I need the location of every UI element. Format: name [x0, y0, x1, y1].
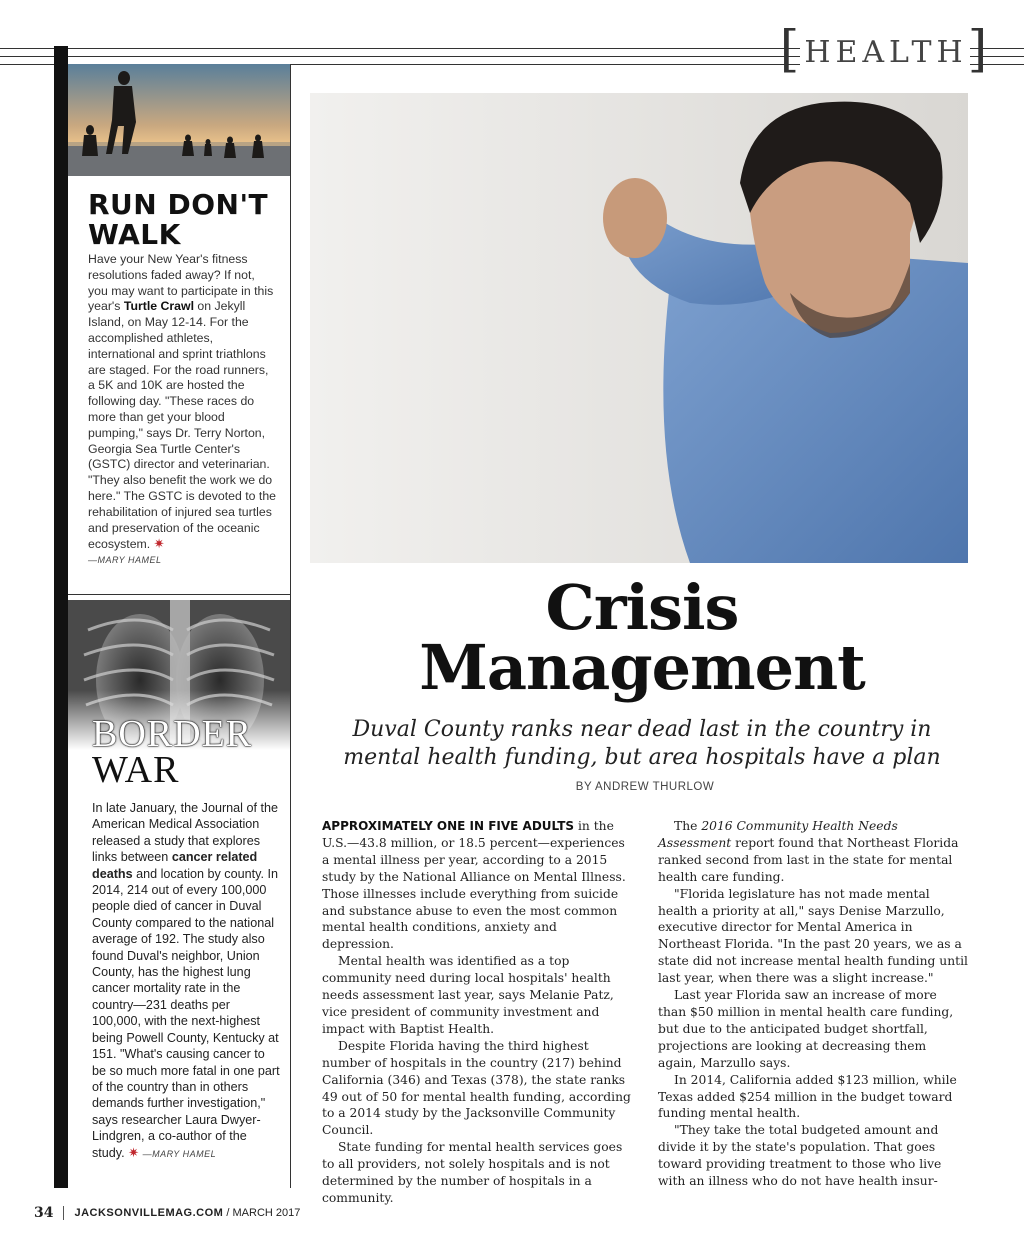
sidebar-top-byline: —MARY HAMEL [88, 555, 162, 566]
paragraph-text: in the U.S.—43.8 million, or 18.5 percent—experiences a mental illness per year, according to a 2015 study by the National Alliance on Mental Illness. Those illnesses include everything from suicide and substance abuse to even the most common mental health conditions, anxiety and depression. [322, 819, 626, 952]
distressed-man-photo [310, 93, 968, 563]
footer-date: / MARCH 2017 [226, 1207, 301, 1219]
article-column-2 [658, 818, 968, 1190]
article-headline [330, 571, 954, 704]
section-tag [779, 20, 993, 78]
header-rule [0, 56, 800, 57]
sidebar-top-text-cont: on Jekyll Island, on May 12-14. For the accomplished athletes, international and sprint triathlons are staged. For the road runners, a 5K and 10K are hosted the following day. "These races do more than get your blood pumping," says Dr. Terry Norton, Georgia Sea Turtle Center's (GSTC) director and veterinarian. "They also benefit the work we do here." The GSTC is devoted to the rehabilitation of injured sea turtles and preservation of the oceanic ecosystem. [88, 299, 277, 552]
paragraph: State funding for mental health services goes to all providers, not solely hospitals and is not determined by the number of hospitals in a community. [322, 1140, 623, 1205]
paragraph: Mental health was identified as a top community need during local hospitals' health needs assessment last year, says Melanie Patz, vice president of community investment and impact with Baptist Health. [322, 954, 614, 1036]
paragraph: Last year Florida saw an increase of more than $50 million in mental health care funding, but due to the anticipated budget shortfall, projections are looking at decreasing them again, Marzullo says. [658, 988, 954, 1070]
footer-site[interactable]: JACKSONVILLEMAG.COM [74, 1207, 224, 1219]
sidebar-top-title-line1: RUN DON'T [88, 188, 269, 221]
section-label: HEALTH [804, 34, 968, 70]
paragraph: "They take the total budgeted amount and divide it by the state's population. That goes toward providing treatment to those who live with an illness who do not have health insur- [658, 1123, 942, 1189]
sidebar-bottom-title [92, 713, 288, 791]
sidebar-bottom-body [92, 800, 282, 1162]
paragraph-text: report found that Northeast Florida ranked second from last in the state for mental health care funding. [658, 835, 959, 884]
header-rule [0, 48, 800, 49]
paragraph: Despite Florida having the third highest number of hospitals in the country (217) behind California (346) and Texas (378), the state ranks 49 out of 50 for mental health funding, according to a 2014 study by the Jacksonville Community Council. [322, 1038, 631, 1138]
sidebar-top-body [88, 252, 278, 569]
sidebar-top-title-line2: WALK [88, 218, 181, 251]
sidebar-bottom-byline: —MARY HAMEL [142, 1148, 217, 1159]
sidebar-top-text: Have your New Year's fitness resolutions faded away? If not, you may want to participate in this year's [88, 252, 274, 314]
lead-in: APPROXIMATELY ONE IN FIVE ADULTS [322, 819, 575, 833]
paragraph [322, 818, 632, 953]
end-mark-icon: ✷ [153, 536, 165, 552]
report-title: 2016 Community Health Needs Assessment [658, 819, 898, 850]
article-byline: BY ANDREW THURLOW [575, 781, 715, 793]
page-number: 34 [34, 1205, 54, 1221]
sidebar-bottom-title-line1: BORDER [92, 713, 253, 755]
sidebar-rule [290, 64, 291, 1188]
sidebar-divider [68, 594, 290, 595]
end-mark-icon: ✷ [128, 1144, 140, 1160]
sidebar-bottom-text: In late January, the Journal of the American Medical Association released a study that explores links between [92, 801, 278, 865]
right-bracket-icon: ] [967, 20, 993, 78]
sidebar-bottom-text-cont: and location by county. In 2014, 214 out of every 100,000 people died of cancer in Duval County compared to the national average of 192. The study also found Duval's neighbor, Union County, has the highest lung cancer mortality rate in the country—231 deaths per 100,000, with the next-highest being Powell County, Kentucky at 151. "What's causing cancer to be so much more fatal in one part of the country than in others demands further investigation," says researcher Laura Dwyer-Lindgren, a co-author of the study. [92, 866, 280, 1160]
paragraph: In 2014, California added $123 million, while Texas added $254 million in the budget toward funding mental health. [658, 1072, 957, 1121]
sidebar-bottom-title-line2: WAR [92, 749, 180, 791]
paragraph: "Florida legislature has not made mental health a priority at all," says Denise Marzullo, executive director for Mental America in Northeast Florida. "In the past 20 years, we as a state did not increase mental health funding until last year, when there was a slight increase." [658, 886, 968, 986]
runners-photo [68, 64, 290, 176]
headline-line1: Crisis [545, 571, 739, 644]
article-dek: Duval County ranks near dead last in the country in mental health funding, but area hospitals have a plan [343, 717, 941, 770]
turtle-crawl-link: Turtle Crawl [123, 299, 194, 314]
sidebar-bar [54, 46, 68, 1188]
footer-divider [63, 1206, 64, 1220]
sidebar-top-title [88, 190, 288, 250]
paragraph-text: The [674, 819, 702, 833]
left-bracket-icon: [ [779, 20, 805, 78]
article-column-1 [322, 818, 632, 1207]
page-footer [34, 1205, 300, 1221]
headline-line2: Management [419, 631, 865, 704]
paragraph [658, 818, 968, 886]
cancer-deaths-link: cancer related deaths [92, 850, 258, 881]
